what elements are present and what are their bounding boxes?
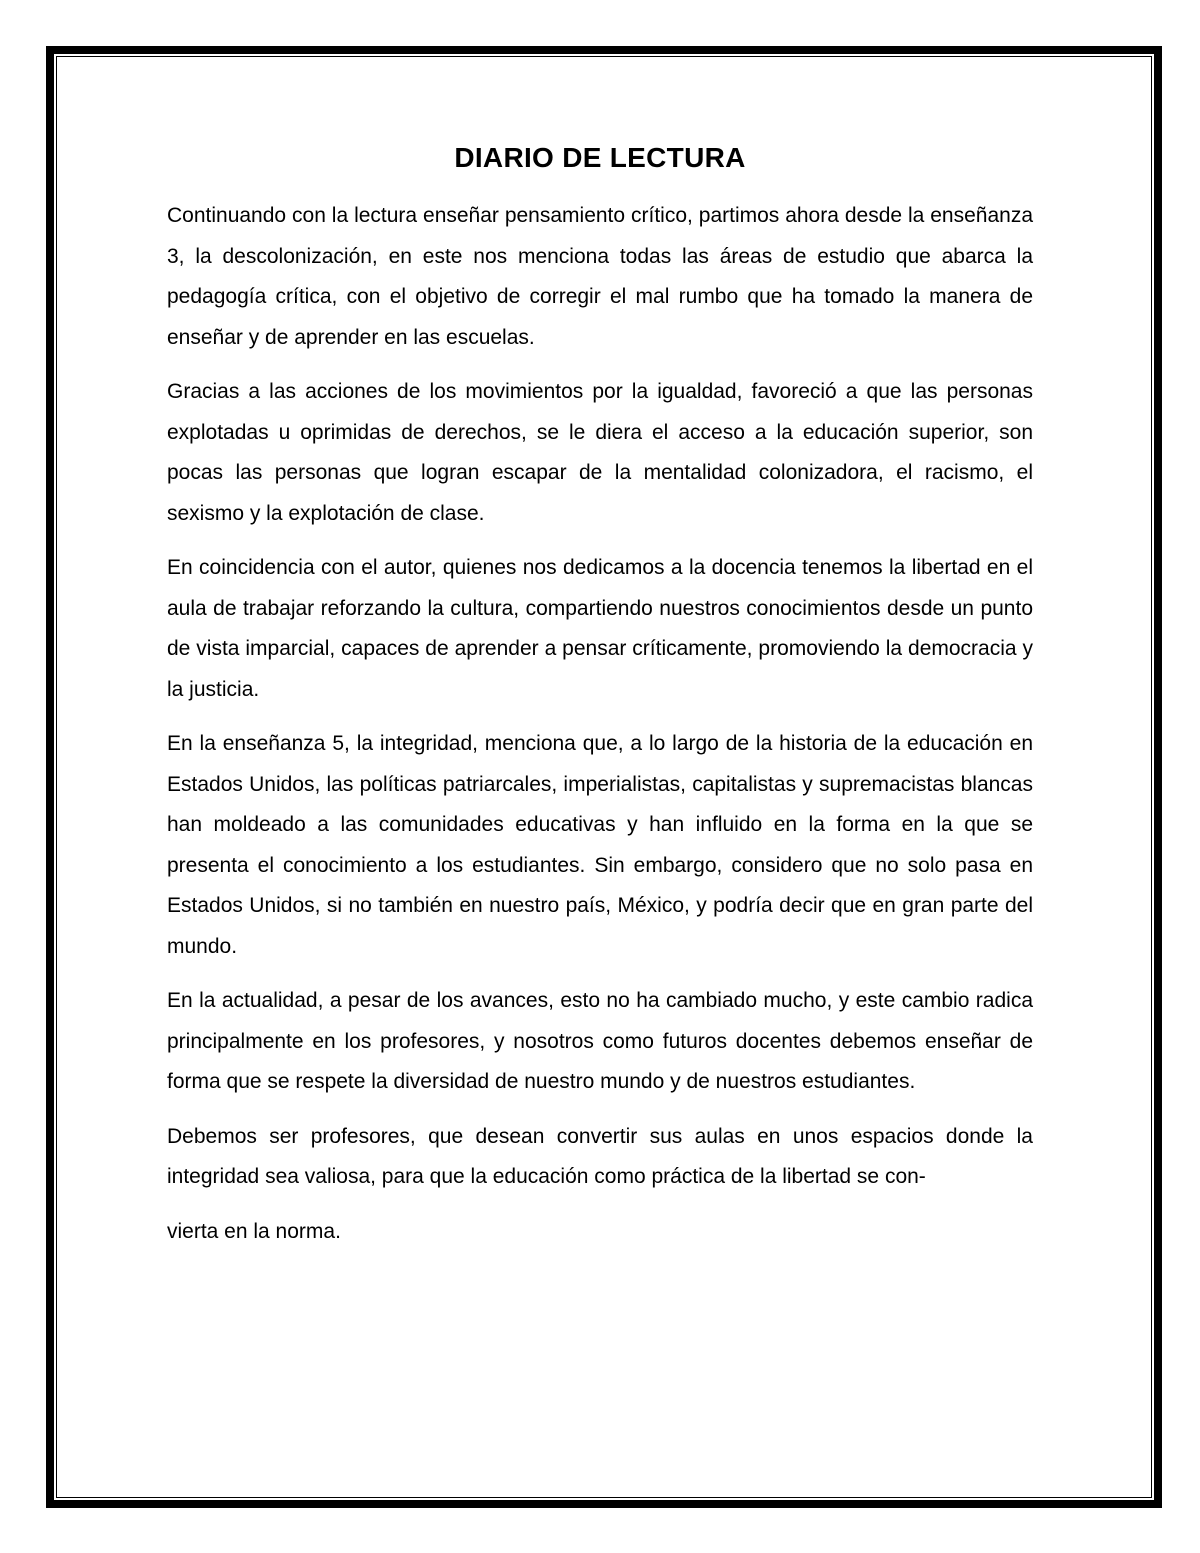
paragraph-profesores: Debemos ser profesores, que desean convertir sus aulas en unos espacios donde la integridad sea valiosa, para que la educación como práctica de la libertad se con- [167,1124,1033,1188]
paragraph-continuation: vierta en la norma. [167,1219,341,1243]
paragraph-descolonizacion: Continuando con la lectura enseñar pensamiento crítico, partimos ahora desde la enseñanza 3, la descolonización, en este nos menciona todas las áreas de estudio que abarca la pedagogía crítica, con el objetivo de corregir el mal rumbo que ha tomado la manera de enseñar y de aprender en las escuelas. [167,204,1033,349]
paragraph-igualdad: Gracias a las acciones de los movimientos por la igualdad, favoreció a que las personas explotadas u oprimidas de derechos, se le diera el acceso a la educación superior, son pocas las personas que logran escapar de la mentalidad colonizadora, el racismo, el sexismo y la explotación de clase. [167,380,1033,525]
document-title: DIARIO DE LECTURA [454,142,746,173]
paragraph-docencia: En coincidencia con el autor, quienes nos dedicamos a la docencia tenemos la libertad en el aula de trabajar reforzando la cultura, compartiendo nuestros conocimientos desde un punto de vista imparcial, capaces de aprender a pensar críticamente, promoviendo la democracia y la justicia. [167,556,1033,701]
paragraph-integridad: En la enseñanza 5, la integridad, menciona que, a lo largo de la historia de la educación en Estados Unidos, las políticas patriarcales, imperialistas, capitalistas y supremacistas blancas han moldeado a las comunidades educativas y han influido en la forma en la que se presenta el conocimiento a los estudiantes. Sin embargo, considero que no solo pasa en Estados Unidos, si no también en nuestro país, México, y podría decir que en gran parte del mundo. [167,732,1033,958]
paragraph-actualidad: En la actualidad, a pesar de los avances, esto no ha cambiado mucho, y este cambio radica principalmente en los profesores, y nosotros como futuros docentes debemos enseñar de forma que se respete la diversidad de nuestro mundo y de nuestros estudiantes. [167,989,1033,1093]
document-body [167,138,1033,1266]
